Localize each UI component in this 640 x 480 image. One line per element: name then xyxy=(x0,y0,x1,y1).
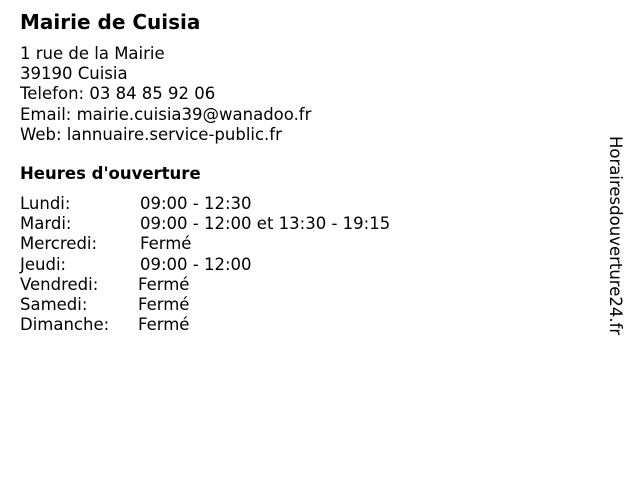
site-watermark: Horairesdouverture24.fr xyxy=(606,136,625,336)
day-hours: Fermé xyxy=(140,234,192,254)
address-block xyxy=(20,44,311,145)
day-hours: 09:00 - 12:00 xyxy=(140,254,252,274)
day-label: Vendredi: xyxy=(20,274,99,294)
day-label: Samedi: xyxy=(20,294,88,314)
day-hours: 09:00 - 12:00 et 13:30 - 19:15 xyxy=(140,214,391,234)
day-hours: Fermé xyxy=(138,274,190,294)
opening-hours-heading: Heures d'ouverture xyxy=(20,164,201,183)
page-title: Mairie de Cuisia xyxy=(20,10,201,34)
day-label: Mercredi: xyxy=(20,234,98,254)
day-label: Mardi: xyxy=(20,214,72,234)
day-label: Lundi: xyxy=(20,194,71,213)
day-hours: Fermé xyxy=(138,294,190,314)
city-postal: 39190 Cuisia xyxy=(20,64,128,84)
phone-number: Telefon: 03 84 85 92 06 xyxy=(20,84,216,104)
street-address: 1 rue de la Mairie xyxy=(20,44,165,63)
day-hours: Fermé xyxy=(138,315,190,335)
day-hours: 09:00 - 12:30 xyxy=(140,194,252,213)
day-label: Jeudi: xyxy=(20,254,67,274)
website-address: Web: lannuaire.service-public.fr xyxy=(20,124,282,144)
email-address: Email: mairie.cuisia39@wanadoo.fr xyxy=(20,104,312,124)
day-label: Dimanche: xyxy=(20,315,110,335)
